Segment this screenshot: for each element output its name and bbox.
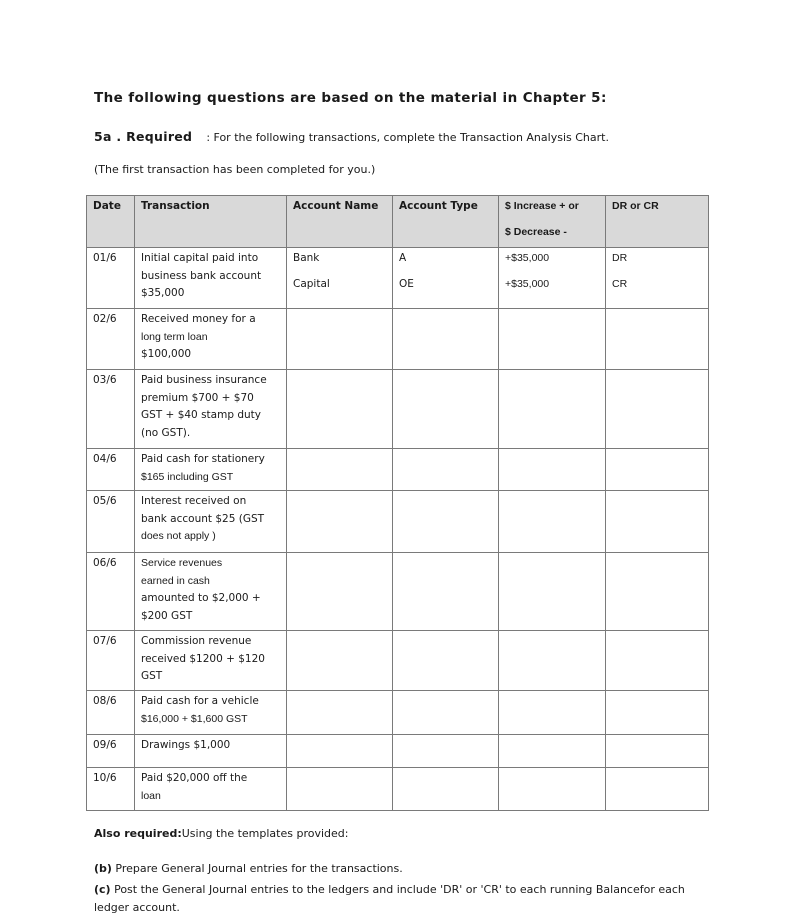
cell-change[interactable] bbox=[499, 309, 606, 370]
instruction-note: (The first transaction has been completed for you.) bbox=[94, 163, 376, 176]
cell-date: 04/6 bbox=[87, 449, 135, 491]
cell-account-name[interactable] bbox=[287, 491, 393, 553]
cell-date: 08/6 bbox=[87, 691, 135, 735]
table-row bbox=[87, 491, 709, 553]
cell-change[interactable] bbox=[499, 691, 606, 735]
transaction-line: long term loan bbox=[141, 330, 208, 343]
cell-transaction bbox=[135, 491, 287, 553]
account-name-value: Bank bbox=[293, 252, 320, 264]
cell-date: 02/6 bbox=[87, 309, 135, 370]
part-c-text: Post the General Journal entries to the ledgers and include 'DR' or 'CR' to each running Balancefor each ledger account. bbox=[94, 883, 685, 914]
header-drcr: DR or CR bbox=[606, 196, 709, 248]
cell-account-type[interactable] bbox=[393, 631, 499, 691]
requirement-label: 5a . Required bbox=[94, 129, 193, 144]
transaction-line: $100,000 bbox=[141, 348, 192, 360]
cell-date: 09/6 bbox=[87, 735, 135, 768]
transaction-line: loan bbox=[141, 789, 161, 802]
cell-account-type[interactable] bbox=[393, 248, 499, 309]
header-increase: $ Increase + or bbox=[505, 200, 579, 212]
transaction-line: Commission revenue bbox=[141, 635, 252, 647]
transaction-line: business bank account bbox=[141, 269, 262, 282]
header-account-type: Account Type bbox=[393, 196, 499, 248]
cell-drcr[interactable] bbox=[606, 768, 709, 811]
table-row bbox=[87, 248, 709, 309]
cell-transaction bbox=[135, 631, 287, 691]
transaction-line: (no GST). bbox=[141, 426, 191, 439]
cell-account-name[interactable] bbox=[287, 449, 393, 491]
cell-date: 05/6 bbox=[87, 491, 135, 553]
also-required-text: Using the templates provided: bbox=[181, 827, 349, 840]
cell-account-name[interactable] bbox=[287, 691, 393, 735]
cell-transaction bbox=[135, 248, 287, 309]
cell-drcr[interactable] bbox=[606, 691, 709, 735]
also-required-line bbox=[94, 827, 348, 840]
change-value: +$35,000 bbox=[505, 252, 550, 264]
drcr-value: CR bbox=[612, 277, 628, 290]
header-date: Date bbox=[87, 196, 135, 248]
cell-transaction bbox=[135, 768, 287, 811]
cell-account-type[interactable] bbox=[393, 491, 499, 553]
table-row bbox=[87, 553, 709, 631]
header-transaction: Transaction bbox=[135, 196, 287, 248]
cell-account-name[interactable] bbox=[287, 309, 393, 370]
cell-drcr[interactable] bbox=[606, 491, 709, 553]
transaction-line: does not apply ) bbox=[141, 530, 216, 542]
change-value: +$35,000 bbox=[505, 277, 550, 290]
table-row bbox=[87, 735, 709, 768]
account-type-value: OE bbox=[399, 277, 414, 290]
requirement-line bbox=[94, 129, 609, 144]
cell-drcr[interactable] bbox=[606, 309, 709, 370]
transaction-line: Initial capital paid into bbox=[141, 252, 259, 264]
cell-change[interactable] bbox=[499, 370, 606, 449]
cell-account-name[interactable] bbox=[287, 735, 393, 768]
table-row bbox=[87, 370, 709, 449]
header-account-name: Account Name bbox=[287, 196, 393, 248]
cell-account-type[interactable] bbox=[393, 691, 499, 735]
requirement-text: : For the following transactions, complete the Transaction Analysis Chart. bbox=[206, 131, 609, 144]
part-b bbox=[94, 862, 403, 875]
cell-account-type[interactable] bbox=[393, 370, 499, 449]
cell-change[interactable] bbox=[499, 491, 606, 553]
transaction-line: $165 including GST bbox=[141, 470, 234, 483]
table-row bbox=[87, 309, 709, 370]
cell-drcr[interactable] bbox=[606, 735, 709, 768]
cell-transaction bbox=[135, 309, 287, 370]
header-decrease: $ Decrease - bbox=[505, 225, 567, 238]
cell-date: 03/6 bbox=[87, 370, 135, 449]
cell-date: 10/6 bbox=[87, 768, 135, 811]
transaction-line: GST + $40 stamp duty bbox=[141, 409, 261, 421]
cell-transaction bbox=[135, 691, 287, 735]
cell-drcr[interactable] bbox=[606, 631, 709, 691]
cell-account-name[interactable] bbox=[287, 370, 393, 449]
cell-change[interactable] bbox=[499, 449, 606, 491]
transaction-line: Service revenues bbox=[141, 557, 223, 569]
cell-account-name[interactable] bbox=[287, 768, 393, 811]
account-name-value: Capital bbox=[293, 277, 330, 290]
cell-account-type[interactable] bbox=[393, 449, 499, 491]
cell-date: 06/6 bbox=[87, 553, 135, 631]
transaction-line: premium $700 + $70 bbox=[141, 391, 254, 404]
transaction-line: Interest received on bbox=[141, 495, 247, 507]
cell-change[interactable] bbox=[499, 553, 606, 631]
transaction-line: received $1200 + $120 bbox=[141, 652, 265, 665]
cell-drcr[interactable] bbox=[606, 248, 709, 309]
cell-account-name[interactable] bbox=[287, 631, 393, 691]
cell-drcr[interactable] bbox=[606, 370, 709, 449]
part-b-text: Prepare General Journal entries for the transactions. bbox=[111, 862, 403, 875]
cell-account-type[interactable] bbox=[393, 735, 499, 768]
cell-transaction bbox=[135, 553, 287, 631]
cell-change[interactable] bbox=[499, 735, 606, 768]
cell-change[interactable] bbox=[499, 631, 606, 691]
cell-account-type[interactable] bbox=[393, 309, 499, 370]
transaction-line: Paid cash for stationery bbox=[141, 453, 265, 465]
table-row bbox=[87, 768, 709, 811]
cell-drcr[interactable] bbox=[606, 553, 709, 631]
transaction-line: Paid business insurance bbox=[141, 374, 267, 386]
transaction-line: $16,000 + $1,600 GST bbox=[141, 712, 248, 725]
cell-account-name[interactable] bbox=[287, 553, 393, 631]
cell-change[interactable] bbox=[499, 248, 606, 309]
cell-change[interactable] bbox=[499, 768, 606, 811]
cell-account-type[interactable] bbox=[393, 553, 499, 631]
part-c-letter: (c) bbox=[94, 883, 111, 896]
cell-drcr[interactable] bbox=[606, 449, 709, 491]
page-heading: The following questions are based on the material in Chapter 5: bbox=[94, 90, 607, 106]
cell-account-name[interactable] bbox=[287, 248, 393, 309]
also-required-label: Also required: bbox=[94, 827, 182, 840]
transaction-line: bank account $25 (GST bbox=[141, 512, 265, 525]
header-change bbox=[499, 196, 606, 248]
part-b-letter: (b) bbox=[94, 862, 112, 875]
header-row bbox=[87, 196, 709, 248]
transaction-line: Paid $20,000 off the bbox=[141, 772, 248, 784]
transaction-line: earned in cash bbox=[141, 574, 210, 587]
transaction-line: $200 GST bbox=[141, 609, 193, 622]
table-row bbox=[87, 691, 709, 735]
transaction-line: amounted to $2,000 + bbox=[141, 592, 261, 604]
transaction-line: GST bbox=[141, 670, 163, 682]
cell-transaction bbox=[135, 370, 287, 449]
cell-transaction bbox=[135, 735, 287, 768]
transaction-analysis-chart bbox=[86, 195, 709, 811]
cell-date: 01/6 bbox=[87, 248, 135, 309]
transaction-line: Drawings $1,000 bbox=[141, 739, 231, 751]
account-type-value: A bbox=[399, 252, 407, 264]
drcr-value: DR bbox=[612, 252, 628, 264]
cell-transaction bbox=[135, 449, 287, 491]
cell-date: 07/6 bbox=[87, 631, 135, 691]
transaction-line: $35,000 bbox=[141, 287, 185, 299]
table-row bbox=[87, 449, 709, 491]
part-c bbox=[94, 881, 714, 917]
cell-account-type[interactable] bbox=[393, 768, 499, 811]
transaction-line: Paid cash for a vehicle bbox=[141, 695, 259, 707]
table-row bbox=[87, 631, 709, 691]
transaction-line: Received money for a bbox=[141, 313, 256, 325]
